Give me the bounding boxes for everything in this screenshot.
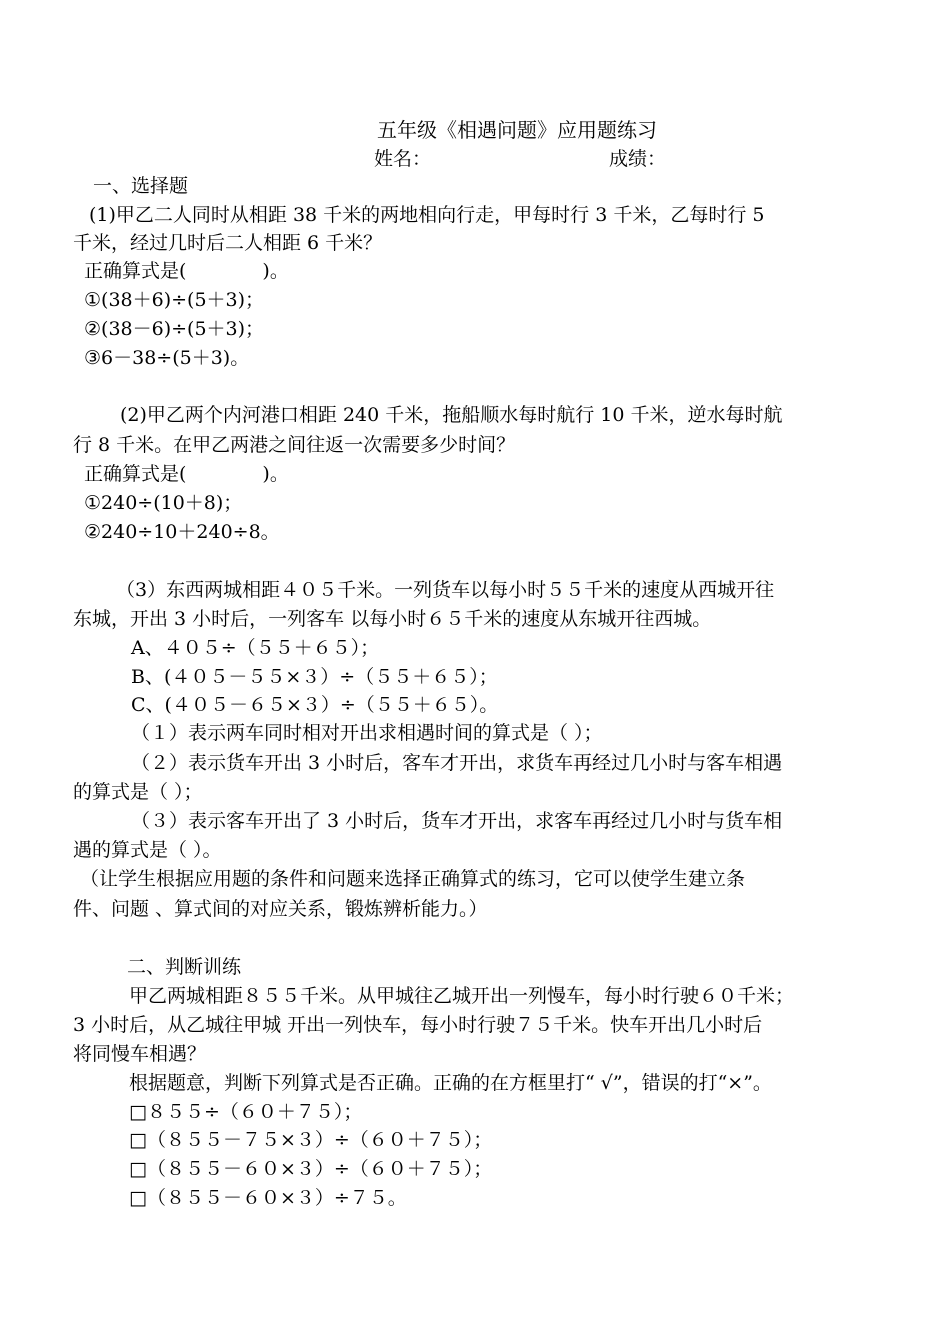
q3-text-line1: （3）东西两城相距４０５千米。一列货车以每小时５５千米的速度从西城开往 [116,579,775,601]
q1-text-line2: 千米，经过几时后二人相距 6 千米？ [73,232,383,254]
q3-sub-question-1: （１）表示两车同时相对开出求相遇时间的算式是（ ）； [131,722,603,744]
q3-text-line2: 东城，开出 3 小时后，一列客车 以每小时６５千米的速度从东城开往西城。 [73,608,712,630]
judge-item-2: □（８５５－７５×３）÷（６０＋７５）； [129,1129,493,1151]
teaching-note-line1: （让学生根据应用题的条件和问题来选择正确算式的练习，它可以使学生建立条 [80,868,746,890]
judge-item-1: □８５５÷（６０＋７５）； [129,1101,363,1123]
judge-item-3: □（８５５－６０×３）÷（６０＋７５）； [129,1158,493,1180]
q2-text-line2: 行 8 千米。在甲乙两港之间往返一次需要多少时间？ [73,434,516,456]
score-label: 成绩： [609,148,667,170]
q3-sub-question-2-line2: 的算式是（ ）； [73,781,203,803]
page-title: 五年级《相遇问题》应用题练习 [377,118,657,142]
q3-option-a: A、４０５÷（５５＋６５）； [131,637,380,659]
section-heading-choice: 一、选择题 [93,175,189,197]
q1-option-3: ③6－38÷(5＋3)。 [84,347,250,369]
q3-sub-question-3-line1: （３）表示客车开出了 3 小时后，货车才开出，求客车再经过几小时与货车相 [131,810,783,832]
q2-text-line1: (2)甲乙两个内河港口相距 240 千米，拖船顺水每时航行 10 千米，逆水每时航 [120,404,783,426]
q2-option-1: ①240÷(10＋8)； [84,492,243,514]
q3-sub-question-2-line1: （２）表示货车开出 3 小时后，客车才开出，求货车再经过几小时与客车相遇 [131,752,783,774]
judge-item-4: □（８５５－６０×３）÷７５。 [129,1187,407,1209]
name-label: 姓名： [374,148,432,170]
q2-answer-prompt: 正确算式是( )。 [84,463,289,485]
judge-problem-line2: 3 小时后，从乙城往甲城 开出一列快车，每小时行驶７５千米。快车开出几小时后 [73,1014,763,1036]
q1-text-line1: (1)甲乙二人同时从相距 38 千米的两地相向行走，甲每时行 3 千米，乙每时行 5 [89,204,765,226]
judge-problem-line1: 甲乙两城相距８５５千米。从甲城往乙城开出一列慢车，每小时行驶６０千米； [129,985,795,1007]
q1-option-2: ②(38－6)÷(5＋3)； [84,318,265,340]
judge-problem-line3: 将同慢车相遇？ [73,1043,207,1065]
teaching-note-line2: 件、问题 、算式间的对应关系，锻炼辨析能力。） [73,898,488,920]
section-heading-judge: 二、判断训练 [127,956,242,978]
q3-option-b: B、(４０５－５５×３）÷（５５＋６５）； [131,666,498,688]
q1-answer-prompt: 正确算式是( )。 [84,260,289,282]
judge-instruction: 根据题意，判断下列算式是否正确。正确的在方框里打“ √”，错误的打“×”。 [129,1072,772,1094]
q3-option-c: C、(４０５－６５×３）÷（５５＋６５）。 [131,694,499,716]
q2-option-2: ②240÷10＋240÷8。 [84,521,280,543]
q3-sub-question-3-line2: 遇的算式是（ ）。 [73,839,222,861]
q1-option-1: ①(38＋6)÷(5＋3)； [84,289,265,311]
